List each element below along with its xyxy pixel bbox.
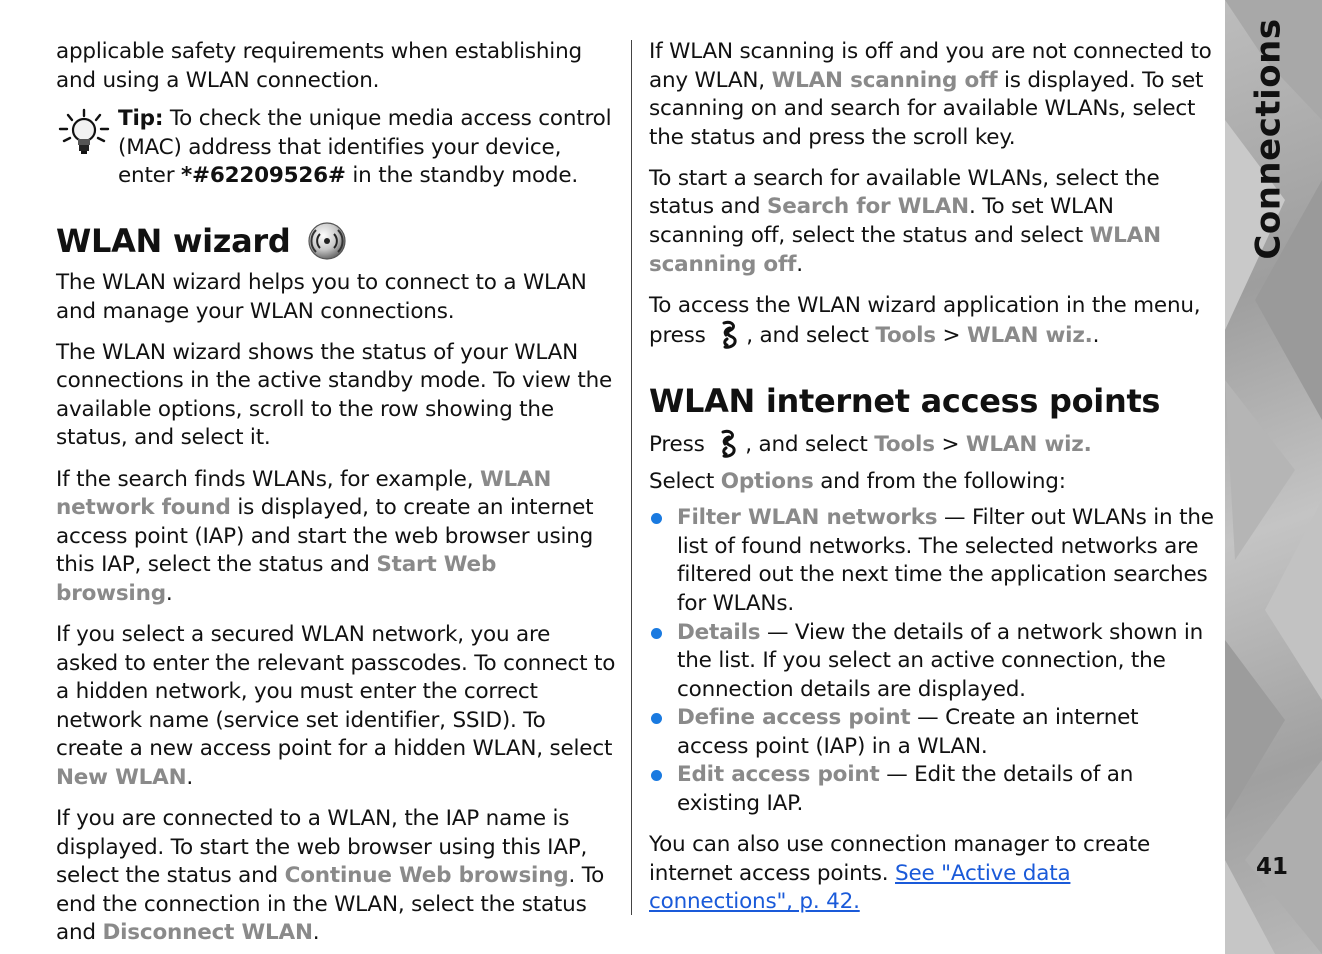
connected-paragraph: If you are connected to a WLAN, the IAP name is displayed. To start the web browser using this IAP, select the status and Continue Web browsing. To end the connection in the WLAN, select the status and Disconnect WLAN.	[56, 806, 605, 946]
menu-key-icon	[717, 429, 739, 459]
wlan-wiz-label-2: WLAN wiz.	[965, 431, 1092, 457]
left-column	[56, 38, 618, 948]
press-menu-paragraph: Press , and select Tools > WLAN wiz.	[649, 429, 1214, 460]
options-list	[649, 504, 1214, 819]
options-label: Options	[720, 468, 814, 494]
access-wizard-paragraph: To access the WLAN wizard application in the menu, press , and select Tools > WLAN wiz..	[649, 292, 1201, 349]
wlan-network-found-label: WLAN network found	[56, 466, 552, 521]
list-item: Filter WLAN networks — Filter out WLANs in the list of found networks. The selected networks are filtered out the next time the application searches for WLANs.	[649, 504, 1214, 618]
column-divider	[631, 40, 632, 915]
right-column	[649, 38, 1214, 917]
active-data-connections-link[interactable]: See "Active data connections", p. 42.	[649, 860, 1071, 915]
wlan-wizard-icon	[307, 221, 347, 261]
list-item: Define access point — Create an internet access point (IAP) in a WLAN.	[649, 704, 1214, 761]
menu-key-icon	[718, 320, 740, 350]
select-options-paragraph: Select Options and from the following:	[649, 468, 1066, 494]
section-sidebar	[1225, 0, 1322, 954]
start-web-browsing-label: Start Web browsing	[56, 552, 497, 606]
tip-label: Tip:	[118, 106, 164, 132]
disconnect-wlan-label: Disconnect WLAN	[102, 920, 313, 946]
page-number: 41	[1255, 854, 1288, 880]
tip-text: Tip: To check the unique media access control (MAC) address that identifies your device, enter *#62209526# in the standby mode.	[118, 106, 612, 189]
search-for-wlan-label: Search for WLAN	[766, 194, 969, 220]
intro-paragraph: applicable safety requirements when establishing and using a WLAN connection.	[56, 39, 582, 93]
list-item: Edit access point — Edit the details of an existing IAP.	[649, 761, 1214, 818]
wlan-scanning-off-label-2: WLAN scanning off	[649, 223, 1161, 277]
mac-code: *#62209526#	[181, 163, 346, 189]
tip-box	[56, 105, 618, 191]
continue-web-browsing-label: Continue Web browsing	[284, 863, 569, 889]
lightbulb-icon	[56, 107, 112, 157]
secured-network-paragraph: If you select a secured WLAN network, you are asked to enter the relevant passcodes. To connect to a hidden network, you must enter the correct network name (service set identifier, SSID). To create a new access point for a hidden WLAN, select New WLAN.	[56, 622, 616, 790]
scanning-off-paragraph: If WLAN scanning is off and you are not connected to any WLAN, WLAN scanning off is displayed. To set scanning on and search for available WLANs, select the status and press the scroll key.	[649, 39, 1212, 150]
wlan-wiz-label: WLAN wiz.	[966, 323, 1093, 349]
bullet-icon	[651, 770, 662, 781]
tools-label-2: Tools	[874, 431, 935, 457]
search-found-paragraph: If the search finds WLANs, for example, WLAN network found is displayed, to create an internet access point (IAP) and start the web browser using this IAP, select the status and Start Web browsing.	[56, 466, 594, 606]
start-search-paragraph: To start a search for available WLANs, select the status and Search for WLAN. To set WLAN scanning off, select the status and select WLAN scanning off.	[649, 165, 1161, 277]
list-item: Details — View the details of a network shown in the list. If you select an active connection, the connection details are displayed.	[649, 619, 1214, 705]
tools-label: Tools	[875, 323, 936, 349]
bullet-icon	[651, 513, 662, 524]
wlan-wizard-heading: WLAN wizard	[56, 221, 618, 261]
bullet-icon	[651, 713, 662, 724]
wizard-status-paragraph: The WLAN wizard shows the status of your WLAN connections in the active standby mode. To view the available options, scroll to the row showing the status, and select it.	[56, 339, 613, 451]
new-wlan-label: New WLAN	[56, 764, 187, 790]
connection-manager-paragraph: You can also use connection manager to create internet access points. See "Active data connections", p. 42.	[649, 832, 1151, 915]
section-title: Connections	[1249, 18, 1289, 260]
wizard-intro-paragraph: The WLAN wizard helps you to connect to a WLAN and manage your WLAN connections.	[56, 269, 587, 324]
wlan-scanning-off-label: WLAN scanning off	[771, 67, 998, 93]
wlan-iap-heading: WLAN internet access points	[649, 381, 1161, 420]
bullet-icon	[651, 628, 662, 639]
